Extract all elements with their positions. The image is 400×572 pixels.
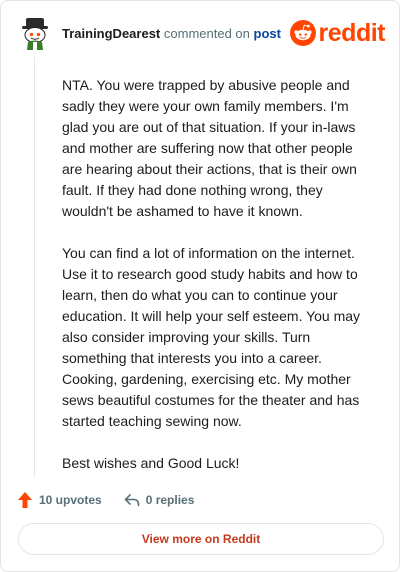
upvote-arrow-icon [17,491,33,509]
thread-line [34,57,35,477]
upvote-button[interactable] [17,491,102,509]
comment-author[interactable]: TrainingDearest [62,26,161,41]
reply-arrow-icon [124,493,140,507]
upvote-count: 10 upvotes [39,493,102,507]
user-avatar[interactable] [17,15,53,51]
reply-count: 0 replies [145,493,195,507]
comment-header [17,13,385,53]
post-link[interactable]: post [253,26,281,41]
snoo-avatar-icon [17,15,53,51]
comment-actions [17,489,194,511]
comment-paragraph: NTA. You were trapped by abusive people and sadly they were your own family members. I'm glad you are out of that situation. If your in-laws and mother are suffering now that other people are hearing about their actions, that is their own fault. If they had done nothing wrong, they wouldn't be ashamed to have it known. [62,77,357,219]
reddit-wordmark: reddit [318,19,385,47]
comment-byline [62,26,281,42]
reddit-alien-icon [290,20,316,46]
reply-button[interactable] [124,493,195,507]
commented-on-text: commented on [163,26,250,41]
comment-paragraph: You can find a lot of information on the internet. Use it to research good study habits and how to learn, then do what you can to continue your education. It will help your self esteem. You may also consider improving your skills. Turn something that interests you into a career. Cooking, gardening, exercising etc. My mother sews beautiful costumes for the theater and has started teaching sewing now. [62,245,361,429]
reddit-logo[interactable] [290,19,385,47]
view-more-button[interactable]: View more on Reddit [18,523,384,555]
comment-body [62,75,372,495]
comment-paragraph: Best wishes and Good Luck! [62,455,240,471]
